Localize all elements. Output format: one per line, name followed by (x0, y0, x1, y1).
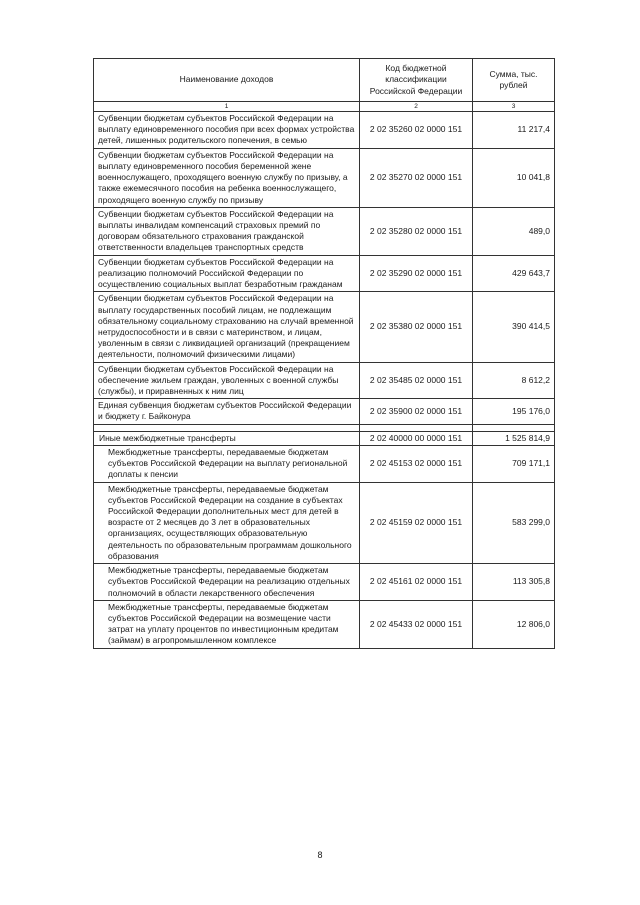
table-row (94, 445, 555, 482)
table-row (94, 112, 555, 149)
table-row (94, 362, 555, 399)
row-name: Субвенции бюджетам субъектов Российской Федерации на реализацию полномочий Российской Федерации по осуществлению социальных выплат безработным гражданам (94, 255, 360, 292)
column-number: 3 (473, 102, 555, 112)
table-row (94, 292, 555, 362)
row-code: 2 02 35900 02 0000 151 (360, 399, 473, 424)
row-code: 2 02 35485 02 0000 151 (360, 362, 473, 399)
row-code: 2 02 45161 02 0000 151 (360, 564, 473, 601)
table-row (94, 399, 555, 424)
row-name: Межбюджетные трансферты, передаваемые бюджетам субъектов Российской Федерации на реализацию отдельных полномочий в области лекарственного обеспечения (94, 564, 360, 601)
spacer-row (94, 424, 555, 431)
row-sum: 12 806,0 (473, 600, 555, 648)
row-sum: 113 305,8 (473, 564, 555, 601)
row-code: 2 02 35260 02 0000 151 (360, 112, 473, 149)
header-name: Наименование доходов (94, 59, 360, 102)
row-sum: 8 612,2 (473, 362, 555, 399)
row-name: Межбюджетные трансферты, передаваемые бюджетам субъектов Российской Федерации на выплату региональной доплаты к пенсии (94, 445, 360, 482)
row-name: Межбюджетные трансферты, передаваемые бюджетам субъектов Российской Федерации на возмещение части затрат на уплату процентов по инвестиционным кредитам (займам) в агропромышленном комплексе (94, 600, 360, 648)
group-sum: 1 525 814,9 (473, 431, 555, 445)
table-row (94, 564, 555, 601)
column-number: 2 (360, 102, 473, 112)
row-name: Субвенции бюджетам субъектов Российской Федерации на выплату государственных пособий лицам, не подлежащим обязательному социальному страхованию на случай временной нетрудоспособности и в связи с материнством, и лицам, уволенным в связи с ликвидацией организаций (прекращением деятельности, полномочий физическими лицами) (94, 292, 360, 362)
row-sum: 489,0 (473, 207, 555, 255)
row-name: Субвенции бюджетам субъектов Российской Федерации на выплату единовременного пособия при всех формах устройства детей, лишенных родительского попечения, в семью (94, 112, 360, 149)
row-name: Межбюджетные трансферты, передаваемые бюджетам субъектов Российской Федерации на создание в субъектах Российской Федерации дополнительных мест для детей в возрасте от 2 месяцев до 3 лет в образовательных организациях, осуществляющих образовательную деятельность по образовательным программам дошкольного образования (94, 482, 360, 564)
page-number: 8 (317, 850, 323, 860)
group-row (94, 431, 555, 445)
group-name: Иные межбюджетные трансферты (94, 431, 360, 445)
row-code: 2 02 45153 02 0000 151 (360, 445, 473, 482)
row-sum: 10 041,8 (473, 148, 555, 207)
row-sum: 195 176,0 (473, 399, 555, 424)
table-row (94, 255, 555, 292)
row-sum: 709 171,1 (473, 445, 555, 482)
row-name: Субвенции бюджетам субъектов Российской Федерации на выплаты инвалидам компенсаций страховых премий по договорам обязательного страхования гражданской ответственности владельцев транспортных средств (94, 207, 360, 255)
table-row (94, 148, 555, 207)
row-code: 2 02 45433 02 0000 151 (360, 600, 473, 648)
row-name: Единая субвенция бюджетам субъектов Российской Федерации и бюджету г. Байконура (94, 399, 360, 424)
row-name: Субвенции бюджетам субъектов Российской Федерации на обеспечение жильем граждан, уволенных с военной службы (службы), и приравненных к ним лиц (94, 362, 360, 399)
row-code: 2 02 35280 02 0000 151 (360, 207, 473, 255)
table-header-row (94, 59, 555, 102)
row-name: Субвенции бюджетам субъектов Российской Федерации на выплату единовременного пособия беременной жене военнослужащего, проходящего военную службу по призыву, а также ежемесячного пособия на ребенка военнослужащего, проходящего военную службу по призыву (94, 148, 360, 207)
row-code: 2 02 45159 02 0000 151 (360, 482, 473, 564)
column-number-row (94, 102, 555, 112)
row-sum: 390 414,5 (473, 292, 555, 362)
row-code: 2 02 35270 02 0000 151 (360, 148, 473, 207)
row-sum: 583 299,0 (473, 482, 555, 564)
row-sum: 11 217,4 (473, 112, 555, 149)
budget-revenue-table (93, 58, 555, 649)
column-number: 1 (94, 102, 360, 112)
group-code: 2 02 40000 00 0000 151 (360, 431, 473, 445)
table-row (94, 600, 555, 648)
row-code: 2 02 35380 02 0000 151 (360, 292, 473, 362)
header-sum: Сумма, тыс. рублей (473, 59, 555, 102)
row-sum: 429 643,7 (473, 255, 555, 292)
table-row (94, 482, 555, 564)
row-code: 2 02 35290 02 0000 151 (360, 255, 473, 292)
header-code: Код бюджетной классификации Российской Федерации (360, 59, 473, 102)
table-row (94, 207, 555, 255)
